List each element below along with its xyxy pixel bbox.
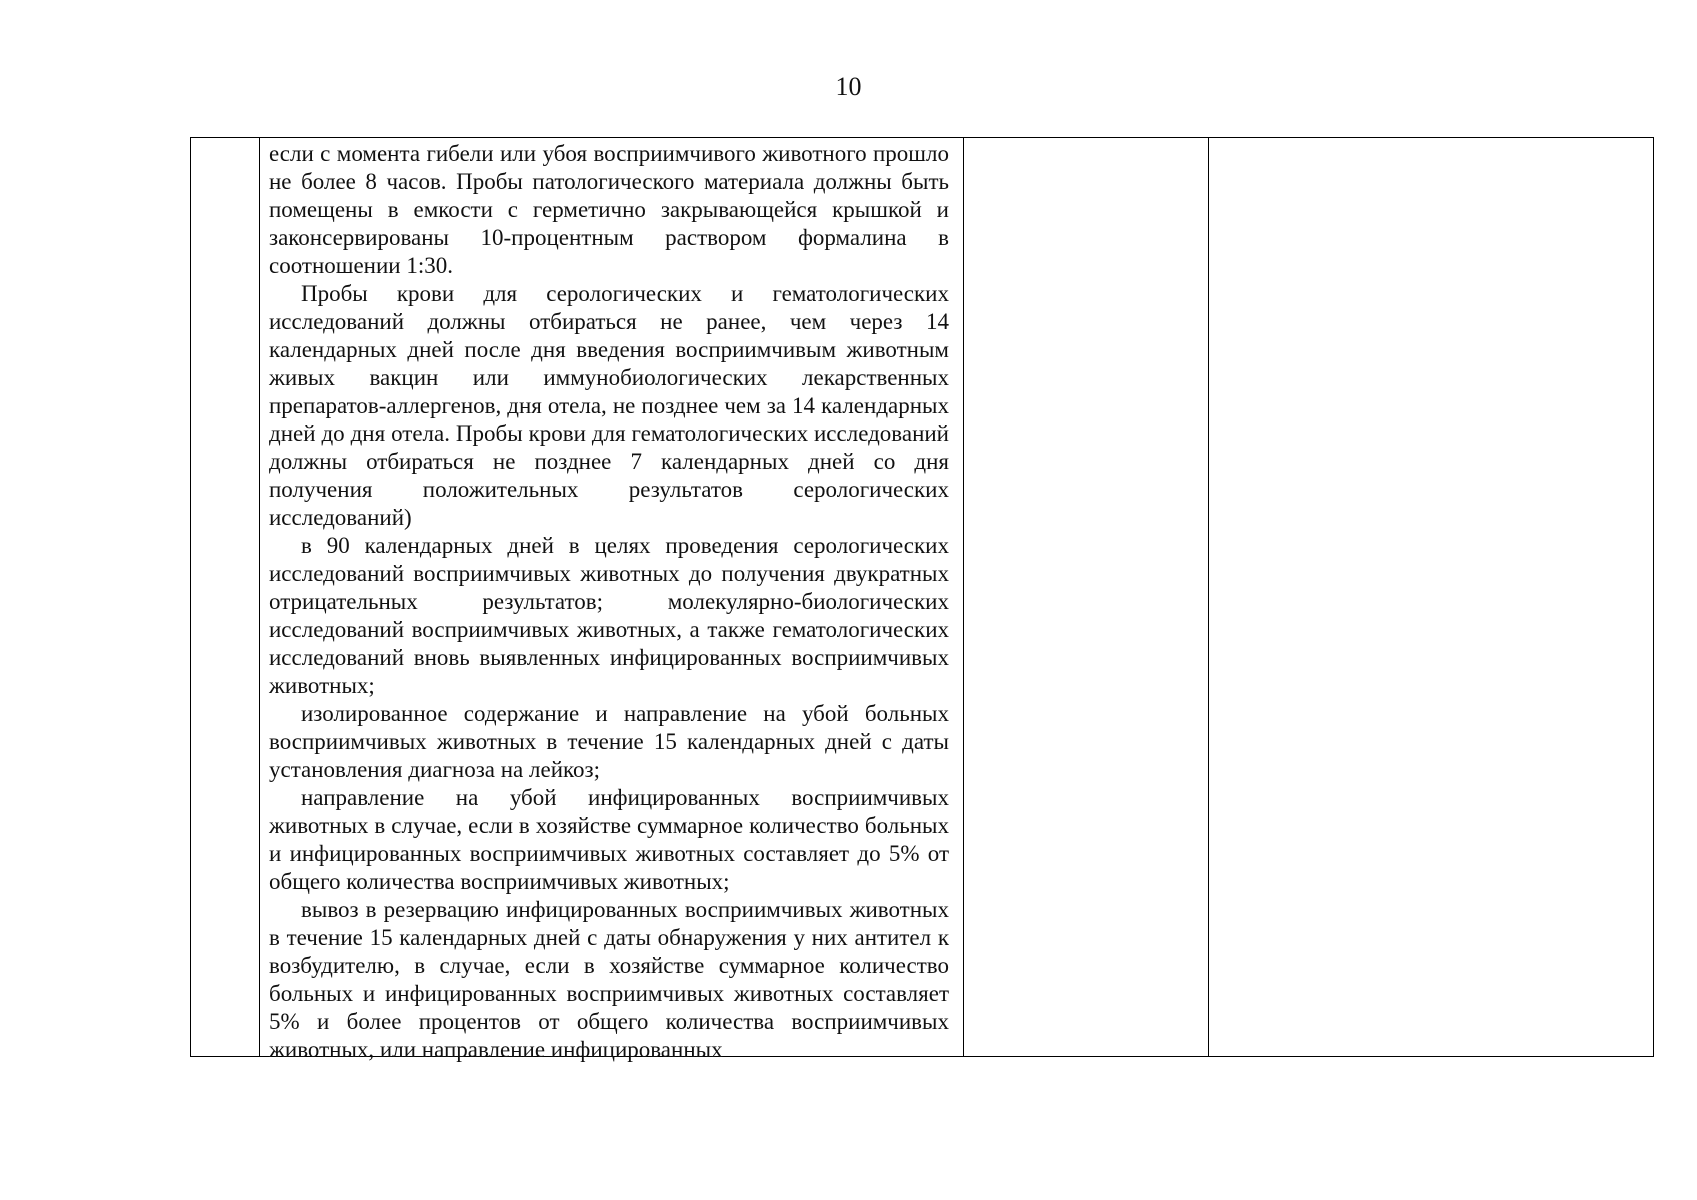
- paragraph-4: изолированное содержание и направление на убой больных восприимчивых животных в течение 15 календарных дней с даты установления диагноза на лейкоз;: [269, 701, 949, 782]
- document-table: [190, 137, 1654, 1062]
- paragraph-3: в 90 календарных дней в целях проведения серологических исследований восприимчивых животных до получения двукратных отрицательных результатов; молекулярно-биологических исследований восприимчивых животных, а также гематологических исследований вновь выявленных инфицированных восприимчивых животных;: [269, 533, 949, 698]
- column-divider-2: [963, 138, 964, 1056]
- paragraph-6: вывоз в резервацию инфицированных восприимчивых животных в течение 15 календарных дней с даты обнаружения у них антител к возбудителю, в случае, если в хозяйстве суммарное количество больных и инфицированных восприимчивых животных составляет 5% и более процентов от общего количества восприимчивых животных, или направление инфицированных: [269, 897, 949, 1062]
- paragraph-2: Пробы крови для серологических и гематологических исследований должны отбираться не ранее, чем через 14 календарных дней после дня введения восприимчивым животным живых вакцин или иммунобиологических лекарственных препаратов-аллергенов, дня отела, не позднее чем за 14 календарных дней до дня отела. Пробы крови для гематологических исследований должны отбираться не позднее 7 календарных дней со дня получения положительных результатов серологических исследований): [269, 281, 949, 530]
- column-divider-3: [1208, 138, 1209, 1056]
- measures-text-cell: [269, 140, 949, 1064]
- column-divider-1: [259, 138, 260, 1056]
- paragraph-1: если с момента гибели или убоя восприимчивого животного прошло не более 8 часов. Пробы патологического материала должны быть помещены в емкости с герметично закрывающейся крышкой и законсервированы 10-процентным раствором формалина в соотношении 1:30.: [269, 141, 949, 278]
- page-number: 10: [835, 72, 862, 101]
- paragraph-5: направление на убой инфицированных восприимчивых животных в случае, если в хозяйстве суммарное количество больных и инфицированных восприимчивых животных составляет до 5% от общего количества восприимчивых животных;: [269, 785, 949, 894]
